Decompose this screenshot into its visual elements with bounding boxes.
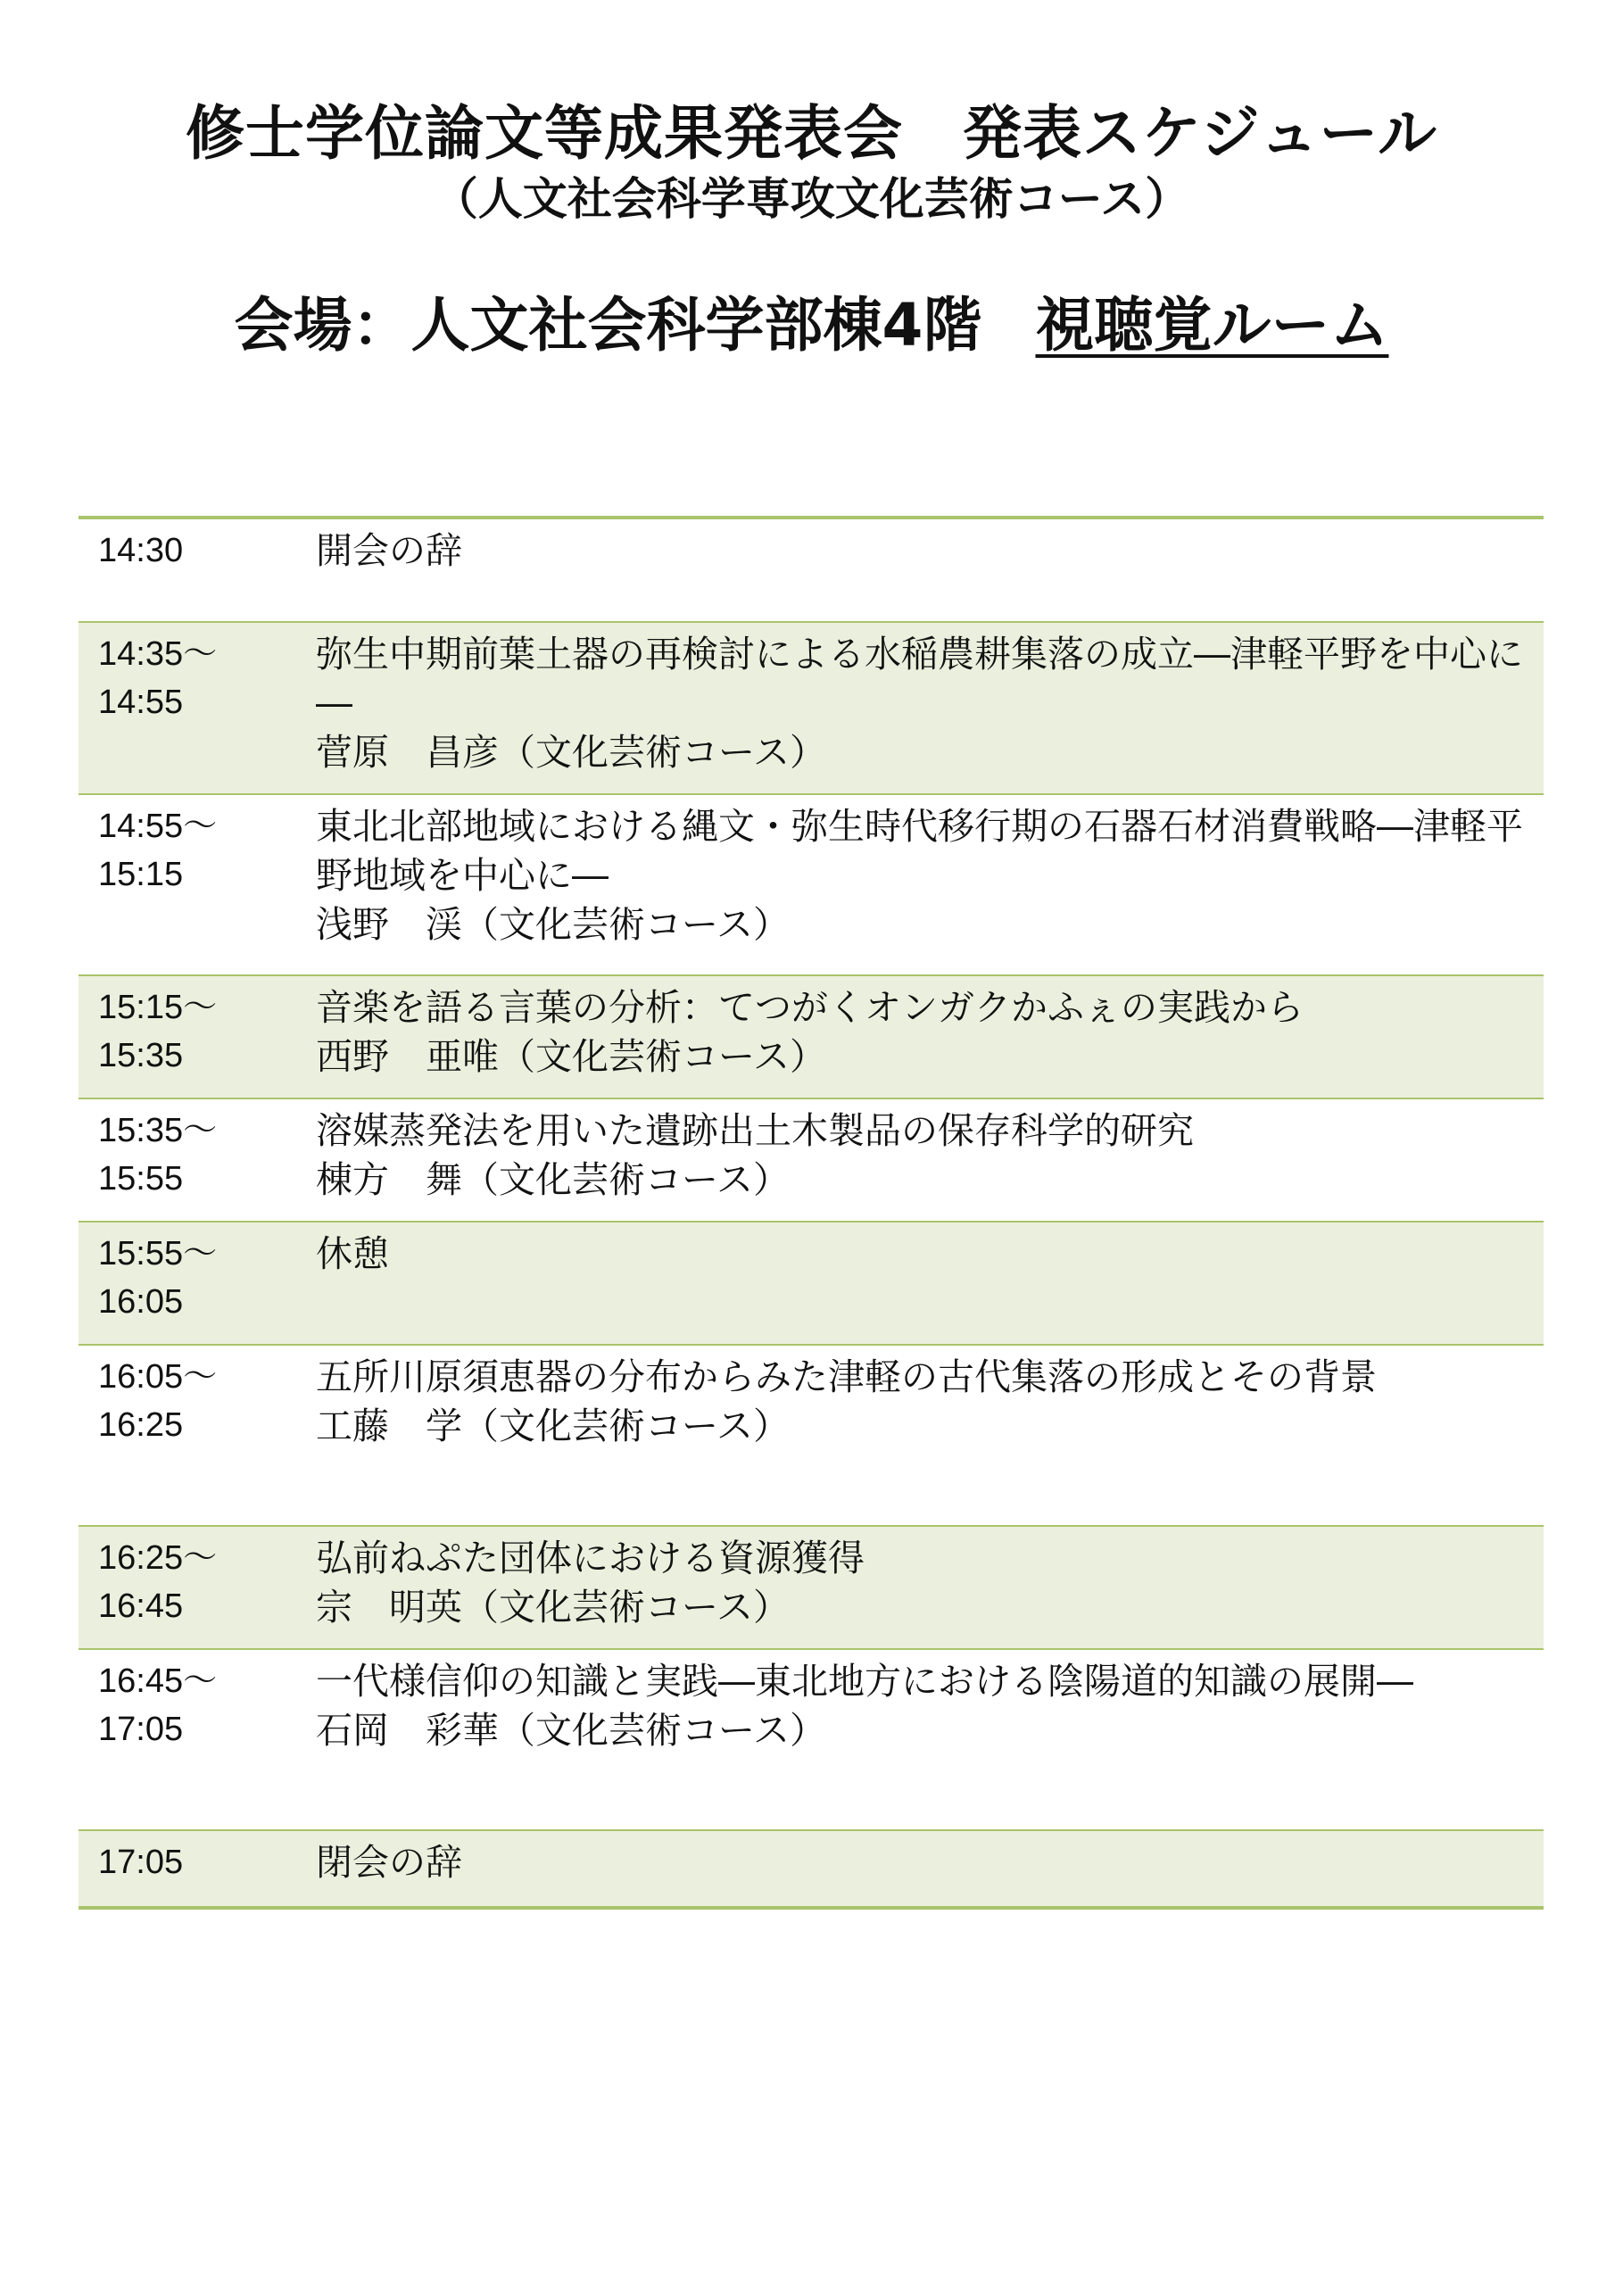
- session-title: 一代様信仰の知識と実践―東北地方における陰陽道的知識の展開―: [316, 1660, 1413, 1703]
- page-title: 修士学位論文等成果発表会 発表スケジュール: [185, 99, 1438, 168]
- time-cell: [79, 802, 316, 967]
- presenter: 工藤 学（文化芸術コース）: [316, 1405, 790, 1447]
- session-title: 音楽を語る言葉の分析：てつがくオンガクかふぇの実践から: [316, 986, 1304, 1029]
- schedule-row: [79, 623, 1544, 795]
- schedule-row: [79, 1527, 1544, 1650]
- schedule-row: [79, 795, 1544, 976]
- time-start: 15:55〜: [98, 1235, 218, 1272]
- venue-label: 会場：人文社会科学部棟4階: [234, 291, 982, 360]
- page-subtitle: （人文社会科学専攻文化芸術コース）: [433, 173, 1190, 225]
- time-cell: [79, 1838, 316, 1899]
- time-end: 15:35: [98, 1037, 184, 1074]
- time-cell: [79, 1353, 316, 1518]
- presenter: 菅原 昌彦（文化芸術コース）: [316, 731, 826, 774]
- content-cell: [316, 1838, 1544, 1899]
- schedule-row: [79, 1223, 1544, 1346]
- schedule-row: [79, 1831, 1544, 1906]
- time-end: 14:55: [98, 684, 184, 721]
- session-title: 閉会の辞: [316, 1841, 462, 1884]
- session-title: 東北北部地域における縄文・弥生時代移行期の石器石材消費戦略―津軽平野地域を中心に―: [316, 805, 1523, 897]
- venue-room: 視聴覚ルーム: [1035, 291, 1389, 360]
- time-cell: [79, 1534, 316, 1641]
- presenter: 宗 明英（文化芸術コース）: [316, 1586, 790, 1629]
- time-start: 14:55〜: [98, 808, 218, 845]
- session-title: 開会の辞: [316, 529, 462, 572]
- time-cell: [79, 630, 316, 786]
- time-start: 17:05: [98, 1844, 184, 1881]
- content-cell: [316, 630, 1544, 786]
- presenter: 棟方 舞（文化芸術コース）: [316, 1158, 790, 1201]
- content-cell: [316, 1657, 1544, 1822]
- time-start: 16:05〜: [98, 1358, 218, 1396]
- schedule-row: [79, 976, 1544, 1099]
- time-cell: [79, 1657, 316, 1822]
- time-end: 17:05: [98, 1711, 184, 1748]
- content-cell: [316, 526, 1544, 614]
- time-end: 16:45: [98, 1587, 184, 1625]
- time-start: 15:35〜: [98, 1112, 218, 1149]
- session-title: 溶媒蒸発法を用いた遺跡出土木製品の保存科学的研究: [316, 1109, 1194, 1152]
- session-title: 五所川原須恵器の分布からみた津軽の古代集落の形成とその背景: [316, 1355, 1377, 1398]
- content-cell: [316, 1230, 1544, 1337]
- content-cell: [316, 1107, 1544, 1214]
- time-cell: [79, 983, 316, 1090]
- time-start: 16:25〜: [98, 1539, 218, 1577]
- time-cell: [79, 1230, 316, 1337]
- time-start: 14:30: [98, 532, 184, 569]
- schedule-row: [79, 1099, 1544, 1223]
- time-end: 15:55: [98, 1160, 184, 1198]
- time-start: 16:45〜: [98, 1662, 218, 1700]
- schedule-row: [79, 1346, 1544, 1527]
- time-end: 16:25: [98, 1406, 184, 1444]
- presenter: 石岡 彩華（文化芸術コース）: [316, 1709, 826, 1752]
- time-start: 14:35〜: [98, 635, 218, 673]
- content-cell: [316, 983, 1544, 1090]
- content-cell: [316, 1353, 1544, 1518]
- content-cell: [316, 802, 1544, 967]
- schedule-table: [79, 516, 1544, 1910]
- session-title: 弘前ねぷた団体における資源獲得: [316, 1537, 865, 1579]
- venue-line: [0, 286, 1623, 366]
- schedule-row: [79, 519, 1544, 623]
- time-cell: [79, 1107, 316, 1214]
- time-start: 15:15〜: [98, 989, 218, 1026]
- time-end: 15:15: [98, 856, 184, 893]
- session-title: 休憩: [316, 1232, 389, 1275]
- content-cell: [316, 1534, 1544, 1641]
- presenter: 西野 亜唯（文化芸術コース）: [316, 1035, 826, 1078]
- time-cell: [79, 526, 316, 614]
- schedule-row: [79, 1650, 1544, 1831]
- time-end: 16:05: [98, 1283, 184, 1321]
- session-title: 弥生中期前葉土器の再検討による水稲農耕集落の成立―津軽平野を中心に―: [316, 633, 1523, 725]
- presenter: 浅野 渓（文化芸術コース）: [316, 903, 790, 946]
